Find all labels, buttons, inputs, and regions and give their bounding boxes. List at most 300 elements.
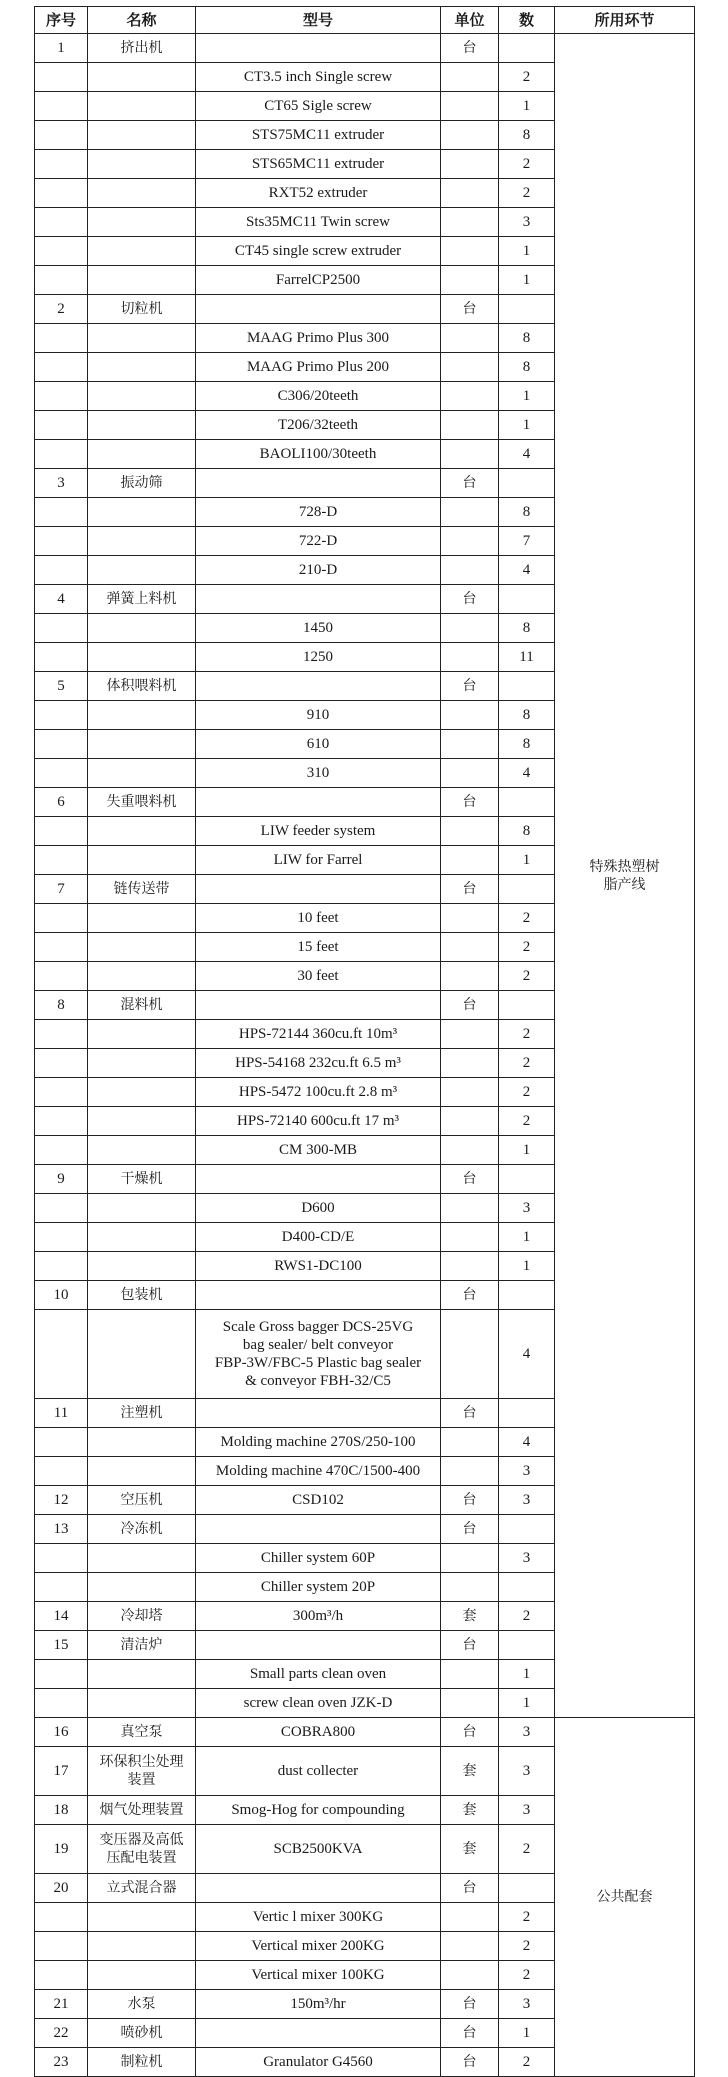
cell-seq: 6	[35, 788, 88, 817]
cell-qty: 1	[499, 846, 555, 875]
cell-qty	[499, 469, 555, 498]
cell-model: RWS1-DC100	[196, 1252, 441, 1281]
cell-unit	[441, 1020, 499, 1049]
cell-model: screw clean oven JZK-D	[196, 1689, 441, 1718]
cell-model: 10 feet	[196, 904, 441, 933]
cell-name: 清洁炉	[88, 1631, 196, 1660]
cell-name	[88, 904, 196, 933]
cell-qty: 1	[499, 92, 555, 121]
cell-name	[88, 643, 196, 672]
cell-unit	[441, 614, 499, 643]
cell-seq	[35, 1689, 88, 1718]
cell-model: 610	[196, 730, 441, 759]
cell-seq: 11	[35, 1399, 88, 1428]
cell-model: HPS-72140 600cu.ft 17 m³	[196, 1107, 441, 1136]
cell-seq: 7	[35, 875, 88, 904]
cell-model: STS75MC11 extruder	[196, 121, 441, 150]
header-model: 型号	[196, 7, 441, 34]
cell-unit	[441, 1457, 499, 1486]
cell-name	[88, 1457, 196, 1486]
cell-seq: 4	[35, 585, 88, 614]
cell-seq	[35, 1961, 88, 1990]
cell-unit	[441, 1660, 499, 1689]
cell-unit	[441, 701, 499, 730]
cell-seq	[35, 1107, 88, 1136]
cell-seq	[35, 208, 88, 237]
cell-unit	[441, 1136, 499, 1165]
cell-name: 注塑机	[88, 1399, 196, 1428]
cell-name	[88, 92, 196, 121]
cell-unit: 套	[441, 1602, 499, 1631]
cell-name	[88, 1573, 196, 1602]
cell-model: 310	[196, 759, 441, 788]
cell-unit	[441, 63, 499, 92]
cell-model	[196, 1399, 441, 1428]
cell-name	[88, 353, 196, 382]
cell-name	[88, 701, 196, 730]
cell-model: MAAG Primo Plus 300	[196, 324, 441, 353]
cell-qty: 3	[499, 1747, 555, 1796]
cell-seq: 9	[35, 1165, 88, 1194]
cell-qty: 8	[499, 701, 555, 730]
cell-qty	[499, 1573, 555, 1602]
cell-unit	[441, 179, 499, 208]
cell-model: Scale Gross bagger DCS-25VG bag sealer/ belt conveyor FBP-3W/FBC-5 Plastic bag sealer & conveyor FBH-32/C5	[196, 1310, 441, 1399]
cell-name	[88, 237, 196, 266]
cell-model	[196, 469, 441, 498]
equipment-table-container	[34, 6, 694, 2077]
cell-seq	[35, 1049, 88, 1078]
cell-model: BAOLI100/30teeth	[196, 440, 441, 469]
cell-name	[88, 1194, 196, 1223]
cell-qty: 2	[499, 1049, 555, 1078]
cell-unit: 套	[441, 1825, 499, 1874]
cell-qty: 2	[499, 1107, 555, 1136]
cell-qty: 1	[499, 411, 555, 440]
cell-seq	[35, 759, 88, 788]
cell-unit: 台	[441, 1399, 499, 1428]
cell-seq	[35, 498, 88, 527]
cell-seq	[35, 1194, 88, 1223]
cell-qty: 2	[499, 1961, 555, 1990]
cell-model: 30 feet	[196, 962, 441, 991]
cell-model: 210-D	[196, 556, 441, 585]
cell-seq: 18	[35, 1796, 88, 1825]
cell-model	[196, 585, 441, 614]
cell-unit: 台	[441, 1631, 499, 1660]
cell-seq: 21	[35, 1990, 88, 2019]
cell-unit	[441, 1689, 499, 1718]
cell-unit	[441, 1932, 499, 1961]
cell-name: 干燥机	[88, 1165, 196, 1194]
cell-unit	[441, 266, 499, 295]
cell-seq	[35, 846, 88, 875]
cell-name: 挤出机	[88, 34, 196, 63]
cell-model	[196, 1165, 441, 1194]
cell-unit: 套	[441, 1747, 499, 1796]
cell-name: 空压机	[88, 1486, 196, 1515]
cell-model: 1250	[196, 643, 441, 672]
cell-model: RXT52 extruder	[196, 179, 441, 208]
cell-seq	[35, 1457, 88, 1486]
cell-qty: 1	[499, 2019, 555, 2048]
cell-name: 混料机	[88, 991, 196, 1020]
cell-unit: 台	[441, 469, 499, 498]
cell-name	[88, 817, 196, 846]
cell-qty: 8	[499, 324, 555, 353]
cell-name	[88, 846, 196, 875]
cell-name	[88, 179, 196, 208]
cell-name: 烟气处理装置	[88, 1796, 196, 1825]
cell-seq: 5	[35, 672, 88, 701]
cell-model: STS65MC11 extruder	[196, 150, 441, 179]
cell-seq: 10	[35, 1281, 88, 1310]
cell-qty: 4	[499, 440, 555, 469]
cell-seq	[35, 1544, 88, 1573]
cell-model: CM 300-MB	[196, 1136, 441, 1165]
header-qty: 数	[499, 7, 555, 34]
cell-qty: 2	[499, 1932, 555, 1961]
cell-unit: 台	[441, 1874, 499, 1903]
cell-name: 切粒机	[88, 295, 196, 324]
cell-unit: 台	[441, 1515, 499, 1544]
cell-seq	[35, 1136, 88, 1165]
cell-model: COBRA800	[196, 1718, 441, 1747]
cell-seq: 20	[35, 1874, 88, 1903]
cell-seq: 3	[35, 469, 88, 498]
cell-qty: 1	[499, 382, 555, 411]
cell-seq: 23	[35, 2048, 88, 2077]
cell-qty	[499, 1515, 555, 1544]
cell-model: D600	[196, 1194, 441, 1223]
cell-qty: 8	[499, 730, 555, 759]
cell-name: 喷砂机	[88, 2019, 196, 2048]
cell-qty	[499, 875, 555, 904]
equipment-table	[34, 6, 695, 2077]
cell-qty: 3	[499, 1544, 555, 1573]
cell-unit	[441, 411, 499, 440]
cell-name: 环保积尘处理 装置	[88, 1747, 196, 1796]
cell-unit: 台	[441, 585, 499, 614]
cell-name	[88, 556, 196, 585]
cell-name: 包装机	[88, 1281, 196, 1310]
cell-qty: 4	[499, 556, 555, 585]
cell-qty: 8	[499, 614, 555, 643]
cell-model: 150m³/hr	[196, 1990, 441, 2019]
cell-model: Granulator G4560	[196, 2048, 441, 2077]
cell-qty: 8	[499, 353, 555, 382]
header-name: 名称	[88, 7, 196, 34]
header-stage: 所用环节	[555, 7, 695, 34]
cell-model	[196, 788, 441, 817]
cell-seq: 19	[35, 1825, 88, 1874]
cell-name: 真空泵	[88, 1718, 196, 1747]
cell-unit: 台	[441, 1990, 499, 2019]
cell-unit	[441, 324, 499, 353]
cell-qty: 2	[499, 1020, 555, 1049]
cell-unit: 台	[441, 788, 499, 817]
cell-seq: 15	[35, 1631, 88, 1660]
cell-model: T206/32teeth	[196, 411, 441, 440]
cell-unit: 台	[441, 991, 499, 1020]
cell-name	[88, 121, 196, 150]
cell-unit	[441, 933, 499, 962]
cell-unit	[441, 92, 499, 121]
cell-qty: 2	[499, 1078, 555, 1107]
cell-seq	[35, 179, 88, 208]
cell-qty: 2	[499, 179, 555, 208]
cell-qty: 7	[499, 527, 555, 556]
cell-unit: 台	[441, 1165, 499, 1194]
cell-name	[88, 614, 196, 643]
cell-name: 变压器及高低 压配电装置	[88, 1825, 196, 1874]
cell-seq	[35, 1020, 88, 1049]
cell-model: Chiller system 20P	[196, 1573, 441, 1602]
table-body	[35, 34, 695, 2077]
cell-name: 冷却塔	[88, 1602, 196, 1631]
cell-seq: 8	[35, 991, 88, 1020]
cell-seq	[35, 121, 88, 150]
cell-unit	[441, 1252, 499, 1281]
cell-qty: 8	[499, 498, 555, 527]
cell-name	[88, 1689, 196, 1718]
cell-model: CT65 Sigle screw	[196, 92, 441, 121]
cell-model: 728-D	[196, 498, 441, 527]
cell-model: MAAG Primo Plus 200	[196, 353, 441, 382]
cell-name	[88, 962, 196, 991]
cell-name	[88, 1049, 196, 1078]
cell-name	[88, 440, 196, 469]
cell-model: D400-CD/E	[196, 1223, 441, 1252]
cell-qty	[499, 991, 555, 1020]
cell-qty: 2	[499, 63, 555, 92]
cell-name: 制粒机	[88, 2048, 196, 2077]
cell-model	[196, 1631, 441, 1660]
cell-qty: 3	[499, 1990, 555, 2019]
cell-model: HPS-72144 360cu.ft 10m³	[196, 1020, 441, 1049]
cell-unit	[441, 1194, 499, 1223]
cell-qty: 8	[499, 121, 555, 150]
cell-qty: 3	[499, 1457, 555, 1486]
table-row	[35, 34, 695, 63]
cell-qty: 1	[499, 1660, 555, 1689]
cell-qty: 2	[499, 1903, 555, 1932]
cell-qty: 2	[499, 904, 555, 933]
cell-unit: 台	[441, 295, 499, 324]
cell-name: 立式混合器	[88, 1874, 196, 1903]
cell-seq	[35, 440, 88, 469]
cell-seq	[35, 643, 88, 672]
cell-seq	[35, 962, 88, 991]
cell-name	[88, 382, 196, 411]
cell-name	[88, 1252, 196, 1281]
cell-unit	[441, 962, 499, 991]
cell-model	[196, 672, 441, 701]
cell-name: 冷冻机	[88, 1515, 196, 1544]
cell-name	[88, 759, 196, 788]
cell-name	[88, 324, 196, 353]
cell-qty: 2	[499, 1825, 555, 1874]
cell-unit: 台	[441, 875, 499, 904]
cell-name	[88, 1136, 196, 1165]
cell-seq	[35, 382, 88, 411]
cell-seq	[35, 324, 88, 353]
cell-model: SCB2500KVA	[196, 1825, 441, 1874]
cell-qty: 4	[499, 759, 555, 788]
cell-unit	[441, 150, 499, 179]
cell-seq	[35, 1223, 88, 1252]
cell-unit	[441, 904, 499, 933]
cell-unit	[441, 1049, 499, 1078]
cell-seq	[35, 63, 88, 92]
cell-unit	[441, 121, 499, 150]
cell-name	[88, 1660, 196, 1689]
cell-unit	[441, 1961, 499, 1990]
cell-unit	[441, 1573, 499, 1602]
cell-name	[88, 1020, 196, 1049]
cell-model: 910	[196, 701, 441, 730]
cell-qty	[499, 585, 555, 614]
cell-unit	[441, 1078, 499, 1107]
cell-seq	[35, 904, 88, 933]
cell-unit: 台	[441, 2019, 499, 2048]
cell-qty: 3	[499, 1194, 555, 1223]
cell-model: HPS-54168 232cu.ft 6.5 m³	[196, 1049, 441, 1078]
cell-qty	[499, 1281, 555, 1310]
cell-unit	[441, 1428, 499, 1457]
cell-model: Chiller system 60P	[196, 1544, 441, 1573]
cell-qty: 1	[499, 237, 555, 266]
cell-qty: 2	[499, 962, 555, 991]
cell-name	[88, 266, 196, 295]
cell-unit	[441, 730, 499, 759]
cell-model	[196, 991, 441, 1020]
cell-seq: 14	[35, 1602, 88, 1631]
cell-seq: 17	[35, 1747, 88, 1796]
cell-model: Vertical mixer 100KG	[196, 1961, 441, 1990]
cell-unit	[441, 1107, 499, 1136]
cell-seq: 13	[35, 1515, 88, 1544]
cell-seq	[35, 353, 88, 382]
cell-unit	[441, 527, 499, 556]
cell-name	[88, 1961, 196, 1990]
cell-seq	[35, 933, 88, 962]
cell-qty: 8	[499, 817, 555, 846]
cell-model: CSD102	[196, 1486, 441, 1515]
cell-qty: 2	[499, 933, 555, 962]
cell-model: Smog-Hog for compounding	[196, 1796, 441, 1825]
cell-qty: 2	[499, 1602, 555, 1631]
cell-qty	[499, 788, 555, 817]
cell-seq	[35, 266, 88, 295]
cell-seq	[35, 1078, 88, 1107]
cell-qty: 11	[499, 643, 555, 672]
cell-name	[88, 150, 196, 179]
cell-seq	[35, 527, 88, 556]
cell-unit	[441, 440, 499, 469]
cell-model: Sts35MC11 Twin screw	[196, 208, 441, 237]
cell-qty	[499, 672, 555, 701]
cell-unit	[441, 759, 499, 788]
cell-model: CT3.5 inch Single screw	[196, 63, 441, 92]
cell-unit	[441, 237, 499, 266]
cell-seq	[35, 411, 88, 440]
cell-unit	[441, 208, 499, 237]
cell-model: 722-D	[196, 527, 441, 556]
cell-unit	[441, 817, 499, 846]
cell-seq	[35, 817, 88, 846]
cell-model: Vertical mixer 200KG	[196, 1932, 441, 1961]
cell-qty	[499, 34, 555, 63]
cell-qty	[499, 1874, 555, 1903]
cell-model	[196, 2019, 441, 2048]
cell-seq	[35, 556, 88, 585]
cell-stage-second: 公共配套	[555, 1718, 695, 2077]
cell-qty: 3	[499, 1718, 555, 1747]
cell-qty: 3	[499, 1486, 555, 1515]
cell-model	[196, 34, 441, 63]
cell-qty: 4	[499, 1310, 555, 1399]
cell-seq	[35, 701, 88, 730]
cell-unit: 台	[441, 2048, 499, 2077]
cell-name: 失重喂料机	[88, 788, 196, 817]
cell-name	[88, 527, 196, 556]
cell-unit	[441, 498, 499, 527]
cell-name	[88, 208, 196, 237]
cell-model: LIW feeder system	[196, 817, 441, 846]
cell-qty: 1	[499, 1689, 555, 1718]
cell-model: FarrelCP2500	[196, 266, 441, 295]
cell-seq: 12	[35, 1486, 88, 1515]
cell-unit: 台	[441, 34, 499, 63]
cell-qty: 3	[499, 1796, 555, 1825]
cell-qty: 2	[499, 2048, 555, 2077]
cell-qty: 1	[499, 266, 555, 295]
header-unit: 单位	[441, 7, 499, 34]
cell-seq	[35, 730, 88, 759]
cell-name: 体积喂料机	[88, 672, 196, 701]
cell-name	[88, 1903, 196, 1932]
cell-name	[88, 933, 196, 962]
cell-seq: 1	[35, 34, 88, 63]
cell-name	[88, 411, 196, 440]
cell-seq	[35, 150, 88, 179]
cell-model: LIW for Farrel	[196, 846, 441, 875]
cell-qty: 3	[499, 208, 555, 237]
cell-seq	[35, 1932, 88, 1961]
cell-name: 弹簧上料机	[88, 585, 196, 614]
cell-name: 振动筛	[88, 469, 196, 498]
cell-name	[88, 498, 196, 527]
cell-unit	[441, 353, 499, 382]
cell-name	[88, 1310, 196, 1399]
cell-seq	[35, 1903, 88, 1932]
cell-name	[88, 63, 196, 92]
cell-unit	[441, 1310, 499, 1399]
cell-model	[196, 1874, 441, 1903]
cell-model: 300m³/h	[196, 1602, 441, 1631]
cell-name: 水泵	[88, 1990, 196, 2019]
cell-model: HPS-5472 100cu.ft 2.8 m³	[196, 1078, 441, 1107]
cell-seq	[35, 614, 88, 643]
cell-model: 15 feet	[196, 933, 441, 962]
cell-qty: 1	[499, 1223, 555, 1252]
cell-model: 1450	[196, 614, 441, 643]
cell-qty	[499, 295, 555, 324]
cell-seq	[35, 1310, 88, 1399]
cell-seq	[35, 1252, 88, 1281]
cell-qty: 1	[499, 1252, 555, 1281]
